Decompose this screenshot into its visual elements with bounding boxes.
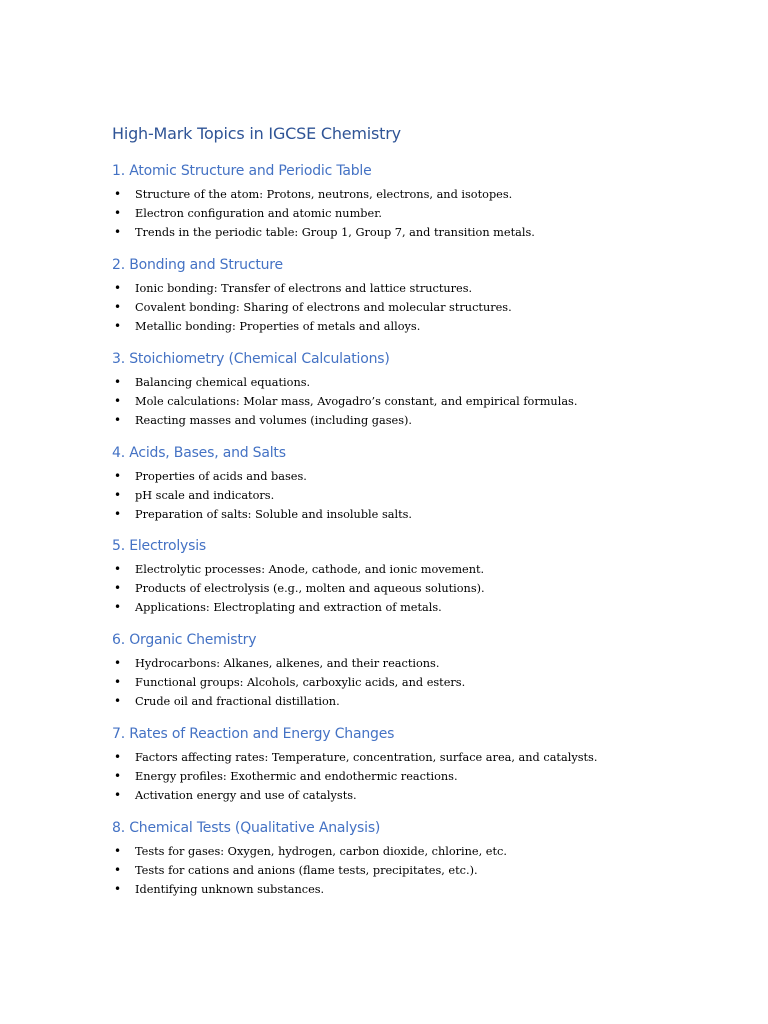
section-atomic-structure <box>112 163 712 242</box>
list-item-text: Electron configuration and atomic number. <box>135 207 382 220</box>
bullet-icon: • <box>114 882 122 896</box>
section-heading: 7. Rates of Reaction and Energy Changes <box>112 726 395 742</box>
list-item <box>112 842 712 861</box>
list-item-text: Tests for gases: Oxygen, hydrogen, carbon dioxide, chlorine, etc. <box>135 845 507 858</box>
list-item <box>112 786 712 805</box>
bullet-icon: • <box>114 300 122 314</box>
bullet-icon: • <box>114 581 122 595</box>
bullet-icon: • <box>114 844 122 858</box>
list-item-text: Electrolytic processes: Anode, cathode, and ionic movement. <box>135 563 485 576</box>
list-item-text: Tests for cations and anions (flame tests, precipitates, etc.). <box>135 864 478 877</box>
bullet-list <box>112 185 712 242</box>
section-heading: 5. Electrolysis <box>112 538 207 554</box>
list-item-text: Reacting masses and volumes (including gases). <box>135 414 413 427</box>
bullet-icon: • <box>114 863 122 877</box>
bullet-list <box>112 467 712 524</box>
section-heading: 8. Chemical Tests (Qualitative Analysis) <box>112 820 381 836</box>
list-item-text: Identifying unknown substances. <box>135 883 325 896</box>
list-item-text: Metallic bonding: Properties of metals and alloys. <box>135 320 421 333</box>
list-item <box>112 486 712 505</box>
list-item <box>112 654 712 673</box>
list-item <box>112 748 712 767</box>
bullet-icon: • <box>114 488 122 502</box>
list-item-text: pH scale and indicators. <box>135 489 275 502</box>
bullet-icon: • <box>114 600 122 614</box>
list-item <box>112 767 712 786</box>
list-item <box>112 579 712 598</box>
list-item <box>112 298 712 317</box>
list-item-text: Ionic bonding: Transfer of electrons and lattice structures. <box>135 282 473 295</box>
list-item-text: Energy profiles: Exothermic and endothermic reactions. <box>135 770 458 783</box>
bullet-list <box>112 654 712 711</box>
list-item-text: Products of electrolysis (e.g., molten and aqueous solutions). <box>135 582 485 595</box>
list-item <box>112 223 712 242</box>
list-item <box>112 880 712 899</box>
list-item <box>112 673 712 692</box>
section-electrolysis <box>112 538 712 617</box>
bullet-icon: • <box>114 788 122 802</box>
list-item-text: Applications: Electroplating and extraction of metals. <box>135 601 442 614</box>
list-item-text: Balancing chemical equations. <box>135 376 311 389</box>
list-item-text: Activation energy and use of catalysts. <box>135 789 357 802</box>
section-heading: 1. Atomic Structure and Periodic Table <box>112 163 372 179</box>
bullet-icon: • <box>114 187 122 201</box>
list-item-text: Crude oil and fractional distillation. <box>135 695 340 708</box>
bullet-list <box>112 560 712 617</box>
section-heading: 6. Organic Chemistry <box>112 632 257 648</box>
bullet-icon: • <box>114 750 122 764</box>
list-item <box>112 279 712 298</box>
bullet-icon: • <box>114 469 122 483</box>
bullet-icon: • <box>114 413 122 427</box>
list-item <box>112 317 712 336</box>
list-item-text: Preparation of salts: Soluble and insoluble salts. <box>135 508 413 521</box>
bullet-icon: • <box>114 675 122 689</box>
list-item-text: Hydrocarbons: Alkanes, alkenes, and their reactions. <box>135 657 440 670</box>
bullet-icon: • <box>114 694 122 708</box>
bullet-icon: • <box>114 507 122 521</box>
list-item-text: Functional groups: Alcohols, carboxylic acids, and esters. <box>135 676 466 689</box>
bullet-list <box>112 373 712 430</box>
list-item <box>112 560 712 579</box>
list-item-text: Structure of the atom: Protons, neutrons, electrons, and isotopes. <box>135 188 513 201</box>
section-rates-of-reaction <box>112 726 712 805</box>
bullet-icon: • <box>114 206 122 220</box>
section-acids-bases-salts <box>112 445 712 524</box>
bullet-list <box>112 748 712 805</box>
list-item <box>112 185 712 204</box>
bullet-icon: • <box>114 769 122 783</box>
bullet-icon: • <box>114 394 122 408</box>
bullet-icon: • <box>114 375 122 389</box>
list-item-text: Properties of acids and bases. <box>135 470 307 483</box>
bullet-icon: • <box>114 225 122 239</box>
list-item <box>112 861 712 880</box>
list-item <box>112 598 712 617</box>
list-item-text: Mole calculations: Molar mass, Avogadro’s constant, and empirical formulas. <box>135 395 578 408</box>
list-item <box>112 373 712 392</box>
bullet-list <box>112 842 712 899</box>
section-bonding <box>112 257 712 336</box>
section-organic-chemistry <box>112 632 712 711</box>
list-item <box>112 392 712 411</box>
list-item <box>112 467 712 486</box>
bullet-icon: • <box>114 656 122 670</box>
list-item <box>112 411 712 430</box>
list-item-text: Trends in the periodic table: Group 1, Group 7, and transition metals. <box>135 226 535 239</box>
list-item-text: Covalent bonding: Sharing of electrons and molecular structures. <box>135 301 512 314</box>
list-item-text: Factors affecting rates: Temperature, concentration, surface area, and catalysts. <box>135 751 598 764</box>
section-chemical-tests <box>112 820 712 899</box>
section-heading: 3. Stoichiometry (Chemical Calculations) <box>112 351 390 367</box>
section-heading: 4. Acids, Bases, and Salts <box>112 445 286 461</box>
list-item <box>112 204 712 223</box>
bullet-icon: • <box>114 562 122 576</box>
bullet-icon: • <box>114 281 122 295</box>
list-item <box>112 505 712 524</box>
bullet-list <box>112 279 712 336</box>
document-title: High-Mark Topics in IGCSE Chemistry <box>112 124 401 143</box>
list-item <box>112 692 712 711</box>
section-stoichiometry <box>112 351 712 430</box>
section-heading: 2. Bonding and Structure <box>112 257 283 273</box>
bullet-icon: • <box>114 319 122 333</box>
